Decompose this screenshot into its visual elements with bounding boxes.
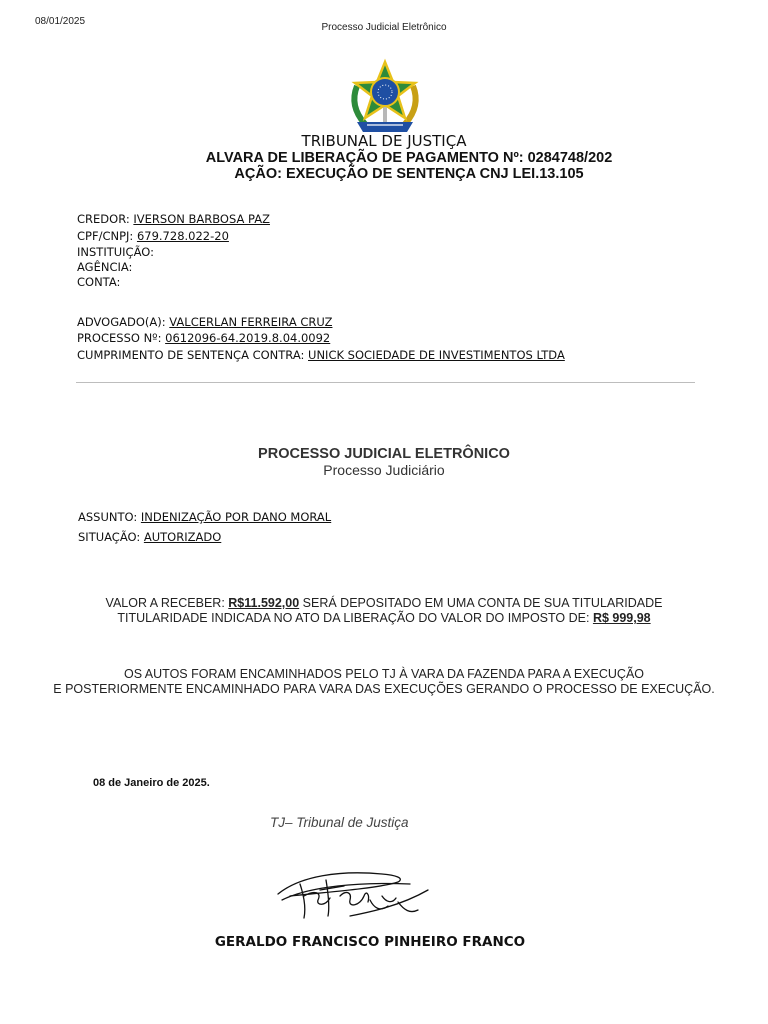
credor-label: CREDOR: — [77, 212, 130, 226]
notice-line-2: E POSTERIORMENTE ENCAMINHADO PARA VARA DAS EXECUÇÕES GERANDO O PROCESSO DE EXECUÇÃO. — [53, 682, 715, 696]
action-title: AÇÃO: EXECUÇÃO DE SENTENÇA CNJ LEI.13.105 — [234, 166, 584, 182]
document-title: ALVARA DE LIBERAÇÃO DE PAGAMENTO Nº: 0284748/202 — [205, 150, 613, 166]
assunto-row — [78, 510, 331, 524]
assunto-label: ASSUNTO: — [78, 510, 138, 524]
payment-line-1 — [0, 596, 768, 610]
section-divider — [76, 382, 695, 383]
payment-amount: R$11.592,00 — [228, 596, 300, 610]
tax-prefix: TITULARIDADE INDICADA NO ATO DA LIBERAÇÃO DO VALOR DO IMPOSTO DE: — [117, 611, 590, 625]
coat-of-arms-icon — [343, 56, 427, 136]
payment-prefix: VALOR A RECEBER: — [105, 596, 225, 610]
notice-line-1: OS AUTOS FORAM ENCAMINHADOS PELO TJ À VARA DA FAZENDA PARA A EXECUÇÃO — [123, 667, 645, 681]
assunto-value: INDENIZAÇÃO POR DANO MORAL — [140, 510, 332, 524]
cpf-row — [77, 229, 229, 243]
payment-suffix: SERÁ DEPOSITADO EM UMA CONTA DE SUA TITULARIDADE — [302, 596, 663, 610]
credor-row — [77, 212, 270, 226]
situacao-label: SITUAÇÃO: — [78, 530, 141, 544]
processo-row — [77, 331, 330, 345]
situacao-value: AUTORIZADO — [143, 530, 222, 544]
advogado-row — [77, 315, 332, 329]
payment-line-2 — [0, 611, 768, 625]
cpf-label: CPF/CNPJ: — [77, 229, 134, 243]
print-header-title: Processo Judicial Eletrônico — [321, 22, 447, 33]
tribunal-signature-line: TJ– Tribunal de Justiça — [270, 815, 409, 830]
processo-value: 0612096-64.2019.8.04.0092 — [165, 331, 331, 345]
signature-image — [270, 856, 430, 930]
tax-amount: R$ 999,98 — [592, 611, 651, 625]
advogado-label: ADVOGADO(A): — [77, 315, 166, 329]
pje-title: PROCESSO JUDICIAL ELETRÔNICO — [258, 446, 510, 462]
agencia-label: AGÊNCIA: — [77, 260, 133, 274]
contra-row — [77, 348, 565, 362]
contra-value: UNICK SOCIEDADE DE INVESTIMENTOS LTDA — [308, 348, 565, 362]
contra-label: CUMPRIMENTO DE SENTENÇA CONTRA: — [77, 348, 305, 362]
cpf-value: 679.728.022-20 — [136, 229, 229, 243]
conta-label: CONTA: — [77, 275, 121, 289]
document-date: 08 de Janeiro de 2025. — [93, 777, 210, 789]
print-date: 08/01/2025 — [35, 16, 86, 27]
advogado-value: VALCERLAN FERREIRA CRUZ — [169, 315, 333, 329]
signer-name: GERALDO FRANCISCO PINHEIRO FRANCO — [214, 934, 526, 950]
processo-label: PROCESSO Nº: — [77, 331, 162, 345]
pje-subtitle: Processo Judiciário — [323, 462, 445, 478]
credor-value: IVERSON BARBOSA PAZ — [133, 212, 270, 226]
court-name: TRIBUNAL DE JUSTIÇA — [301, 132, 467, 150]
instituicao-label: INSTITUIÇÃO: — [77, 245, 154, 259]
situacao-row — [78, 530, 221, 544]
